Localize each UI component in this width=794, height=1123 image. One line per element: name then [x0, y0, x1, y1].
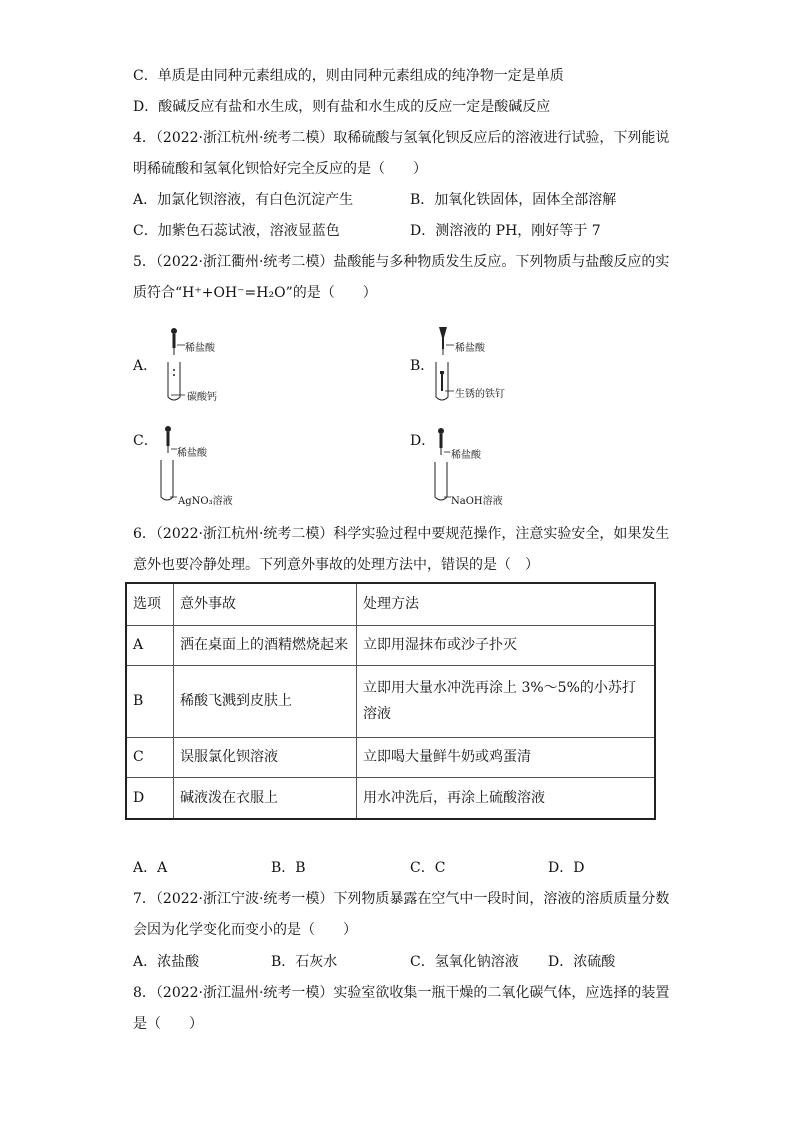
table-cell: 用水冲洗后，再涂上硫酸溶液 — [357, 777, 656, 819]
table-cell: 误服氯化钡溶液 — [174, 737, 357, 777]
figure-b-bottom-label: 生锈的铁钉 — [455, 389, 505, 400]
q6-option-c: C．C — [410, 860, 446, 876]
table-cell: D — [126, 777, 174, 819]
q5-figure-d — [410, 425, 550, 510]
q6-stem-line2: 意外也要冷静处理。下列意外事故的处理方法中，错误的是（ ） — [133, 557, 539, 573]
q3-option-c: C．单质是由同种元素组成的，则由同种元素组成的纯净物一定是单质 — [133, 68, 564, 84]
table-row — [126, 777, 655, 819]
accident-table — [125, 582, 656, 820]
table-cell: 洒在桌面上的酒精燃烧起来 — [174, 625, 357, 665]
q6-option-b: B．B — [271, 860, 306, 876]
table-row — [126, 625, 655, 665]
figure-a-top-label: 稀盐酸 — [185, 343, 215, 354]
q6-option-a: A．A — [133, 860, 168, 876]
table-cell: 稀酸飞溅到皮肤上 — [174, 665, 357, 737]
table-cell: 立即用大量水冲洗再涂上 3%～5%的小苏打溶液 — [357, 665, 656, 737]
figure-a-bottom-label: 碳酸钙 — [187, 392, 217, 403]
q5-stem-line2: 质符合“H⁺+OH⁻=H₂O”的是（ ） — [133, 285, 377, 301]
figure-b-label: B． — [410, 358, 435, 374]
q4-option-a: A．加氯化钡溶液，有白色沉淀产生 — [133, 192, 354, 208]
q7-option-a: A．浓盐酸 — [133, 954, 200, 970]
figure-c-label: C． — [133, 433, 158, 449]
table-cell: 立即用湿抹布或沙子扑灭 — [357, 625, 656, 665]
q7-option-d: D．浓硫酸 — [548, 954, 616, 970]
q6-stem-line1: 6．（2022·浙江杭州·统考二模）科学实验过程中要规范操作，注意实验安全，如果发生 — [133, 526, 670, 542]
q3-option-d: D．酸碱反应有盐和水生成，则有盐和水生成的反应一定是酸碱反应 — [133, 99, 551, 115]
q4-stem-line1: 4．（2022·浙江杭州·统考二模）取稀硫酸与氢氧化钡反应后的溶液进行试验，下列能说 — [133, 130, 670, 146]
q7-stem-line1: 7．（2022·浙江宁波·统考一模）下列物质暴露在空气中一段时间，溶液的溶质质量分数 — [133, 891, 670, 907]
table-cell: A — [126, 625, 174, 665]
figure-c-bottom-label: AgNO₃溶液 — [178, 496, 233, 507]
q5-figure-a — [133, 325, 273, 405]
table-cell: C — [126, 737, 174, 777]
q7-option-c: C．氢氧化钠溶液 — [410, 954, 519, 970]
q5-figure-b — [410, 325, 550, 405]
q8-stem-line2: 是（ ） — [133, 1016, 203, 1032]
q5-figure-c — [133, 425, 273, 510]
figure-d-top-label: 稀盐酸 — [451, 450, 481, 461]
q6-option-d: D．D — [548, 860, 585, 876]
table-cell: 碱液泼在衣服上 — [174, 777, 357, 819]
q7-stem-line2: 会因为化学变化而变小的是（ ） — [133, 922, 357, 938]
q4-option-d: D．测溶液的 PH，刚好等于 7 — [410, 223, 601, 239]
figure-b-top-label: 稀盐酸 — [455, 343, 485, 354]
q7-option-b: B．石灰水 — [271, 954, 338, 970]
q4-option-c: C．加紫色石蕊试液，溶液显蓝色 — [133, 223, 340, 239]
table-header-cell: 选项 — [126, 583, 174, 625]
figure-d-bottom-label: NaOH溶液 — [451, 496, 503, 507]
figure-d-label: D． — [410, 433, 436, 449]
figure-a-label: A． — [133, 358, 158, 374]
q8-stem-line1: 8．（2022·浙江温州·统考一模）实验室欲收集一瓶干燥的二氧化碳气体，应选择的装置 — [133, 985, 670, 1001]
table-cell: 立即喝大量鲜牛奶或鸡蛋清 — [357, 737, 656, 777]
figure-c-top-label: 稀盐酸 — [177, 448, 207, 459]
q4-option-b: B．加氧化铁固体，固体全部溶解 — [410, 192, 617, 208]
table-row — [126, 737, 655, 777]
table-header-cell: 意外事故 — [174, 583, 357, 625]
q5-stem-line1: 5．（2022·浙江衢州·统考二模）盐酸能与多种物质发生反应。下列物质与盐酸反应的实 — [133, 254, 670, 270]
table-header-row — [126, 583, 655, 625]
table-header-cell: 处理方法 — [357, 583, 656, 625]
table-row — [126, 665, 655, 737]
q4-stem-line2: 明稀硫酸和氢氧化钡恰好完全反应的是（ ） — [133, 161, 427, 177]
table-cell: B — [126, 665, 174, 737]
